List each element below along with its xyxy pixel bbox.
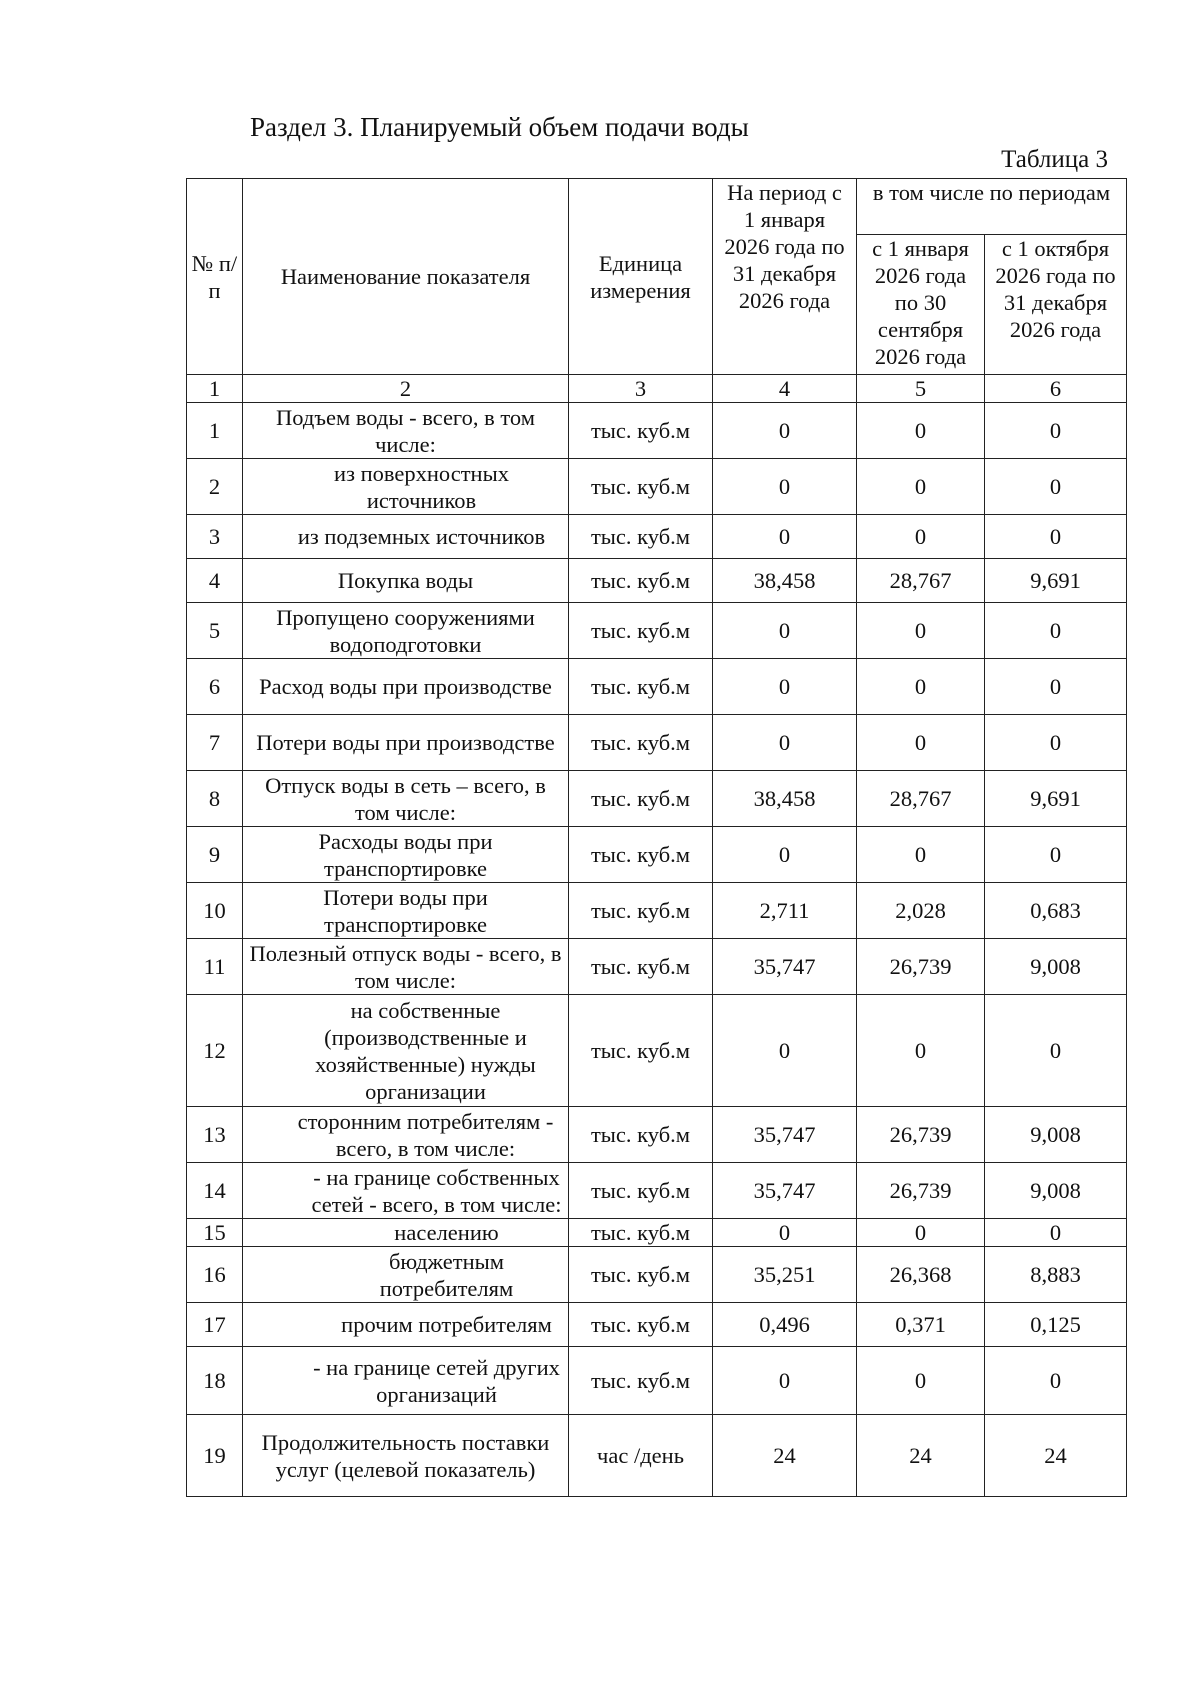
table-row [187, 883, 1127, 939]
row-name: Пропущено сооружениями водоподготовки [243, 603, 569, 659]
row-number: 8 [187, 771, 243, 827]
row-period1-value: 0 [857, 403, 985, 459]
row-total-value: 0 [713, 827, 857, 883]
row-period1-value: 0 [857, 603, 985, 659]
table-row [187, 995, 1127, 1107]
row-period2-value: 0 [985, 459, 1127, 515]
row-period1-value: 0 [857, 459, 985, 515]
row-number: 14 [187, 1163, 243, 1219]
row-period1-value: 24 [857, 1415, 985, 1497]
row-period1-value: 28,767 [857, 559, 985, 603]
table-row [187, 515, 1127, 559]
row-number: 1 [187, 403, 243, 459]
row-period1-value: 0 [857, 1347, 985, 1415]
row-name: Потери воды при транспортировке [243, 883, 569, 939]
row-unit: тыс. куб.м [569, 1303, 713, 1347]
row-name: Подъем воды - всего, в том числе: [243, 403, 569, 459]
table-row [187, 459, 1127, 515]
row-total-value: 0 [713, 1219, 857, 1247]
col-number: 2 [243, 375, 569, 403]
row-name: Отпуск воды в сеть – всего, в том числе: [243, 771, 569, 827]
row-unit: тыс. куб.м [569, 1107, 713, 1163]
row-number: 16 [187, 1247, 243, 1303]
row-number: 6 [187, 659, 243, 715]
row-period1-value: 0 [857, 715, 985, 771]
row-period2-value: 0 [985, 827, 1127, 883]
header-unit: Единица измерения [569, 179, 713, 375]
row-period1-value: 26,739 [857, 939, 985, 995]
table-row [187, 771, 1127, 827]
row-name: Покупка воды [243, 559, 569, 603]
table-row [187, 1219, 1127, 1247]
row-number: 7 [187, 715, 243, 771]
row-unit: тыс. куб.м [569, 1163, 713, 1219]
row-name: бюджетным потребителям [243, 1247, 569, 1303]
header-including: в том числе по периодам [857, 179, 1127, 235]
col-number: 1 [187, 375, 243, 403]
row-period2-value: 0,683 [985, 883, 1127, 939]
table-row [187, 559, 1127, 603]
row-number: 15 [187, 1219, 243, 1247]
row-period2-value: 9,008 [985, 939, 1127, 995]
row-number: 2 [187, 459, 243, 515]
header-num: № п/п [187, 179, 243, 375]
row-unit: тыс. куб.м [569, 771, 713, 827]
row-name: населению [243, 1219, 569, 1247]
header-row [187, 179, 1127, 235]
row-total-value: 24 [713, 1415, 857, 1497]
row-unit: тыс. куб.м [569, 883, 713, 939]
col-number: 4 [713, 375, 857, 403]
table-label: Таблица 3 [1001, 146, 1108, 173]
row-period1-value: 26,739 [857, 1163, 985, 1219]
row-name: Потери воды при производстве [243, 715, 569, 771]
header-period-2: с 1 октября 2026 года по 31 декабря 2026 года [985, 235, 1127, 375]
row-number: 13 [187, 1107, 243, 1163]
table-row [187, 1247, 1127, 1303]
row-unit: тыс. куб.м [569, 939, 713, 995]
table-row [187, 659, 1127, 715]
row-unit: тыс. куб.м [569, 659, 713, 715]
row-period2-value: 0 [985, 715, 1127, 771]
col-number: 5 [857, 375, 985, 403]
row-name: на собственные (производственные и хозяйственные) нужды организации [243, 995, 569, 1107]
row-number: 18 [187, 1347, 243, 1415]
row-name: Расход воды при производстве [243, 659, 569, 715]
row-name: из поверхностных источников [243, 459, 569, 515]
row-total-value: 38,458 [713, 771, 857, 827]
row-name: из подземных источников [243, 515, 569, 559]
row-total-value: 0 [713, 715, 857, 771]
table-row [187, 603, 1127, 659]
row-period2-value: 9,691 [985, 559, 1127, 603]
row-period2-value: 0,125 [985, 1303, 1127, 1347]
row-unit: тыс. куб.м [569, 1247, 713, 1303]
table-row [187, 1107, 1127, 1163]
section-title: Раздел 3. Планируемый объем подачи воды [250, 112, 749, 142]
row-unit: тыс. куб.м [569, 515, 713, 559]
row-total-value: 0 [713, 659, 857, 715]
col-number: 6 [985, 375, 1127, 403]
row-number: 9 [187, 827, 243, 883]
row-period2-value: 0 [985, 515, 1127, 559]
row-name: Расходы воды при транспортировке [243, 827, 569, 883]
col-number: 3 [569, 375, 713, 403]
row-total-value: 38,458 [713, 559, 857, 603]
row-unit: тыс. куб.м [569, 603, 713, 659]
row-number: 3 [187, 515, 243, 559]
row-unit: тыс. куб.м [569, 715, 713, 771]
row-period1-value: 26,368 [857, 1247, 985, 1303]
row-unit: тыс. куб.м [569, 1219, 713, 1247]
row-total-value: 2,711 [713, 883, 857, 939]
row-number: 5 [187, 603, 243, 659]
header-total-period: На период с 1 января 2026 года по 31 декабря 2026 года [713, 179, 857, 375]
row-name: Продолжительность поставки услуг (целевой показатель) [243, 1415, 569, 1497]
table-row [187, 403, 1127, 459]
row-period2-value: 0 [985, 659, 1127, 715]
row-total-value: 35,747 [713, 939, 857, 995]
row-period1-value: 0 [857, 1219, 985, 1247]
header-name: Наименование показателя [243, 179, 569, 375]
row-total-value: 35,747 [713, 1107, 857, 1163]
row-period1-value: 0 [857, 995, 985, 1107]
row-name: Полезный отпуск воды - всего, в том числе: [243, 939, 569, 995]
row-number: 19 [187, 1415, 243, 1497]
row-name: - на границе сетей других организаций [243, 1347, 569, 1415]
row-period1-value: 26,739 [857, 1107, 985, 1163]
row-unit: тыс. куб.м [569, 559, 713, 603]
row-total-value: 0 [713, 603, 857, 659]
row-number: 11 [187, 939, 243, 995]
row-unit: тыс. куб.м [569, 1347, 713, 1415]
row-total-value: 0 [713, 459, 857, 515]
table-row [187, 1415, 1127, 1497]
row-period2-value: 0 [985, 1219, 1127, 1247]
row-total-value: 35,251 [713, 1247, 857, 1303]
row-name: прочим потребителям [243, 1303, 569, 1347]
row-period1-value: 28,767 [857, 771, 985, 827]
row-unit: тыс. куб.м [569, 827, 713, 883]
row-unit: час /день [569, 1415, 713, 1497]
row-name: сторонним потребителям - всего, в том числе: [243, 1107, 569, 1163]
water-supply-table [186, 178, 1127, 1497]
row-period2-value: 8,883 [985, 1247, 1127, 1303]
row-period1-value: 0,371 [857, 1303, 985, 1347]
row-period1-value: 0 [857, 659, 985, 715]
row-total-value: 35,747 [713, 1163, 857, 1219]
row-unit: тыс. куб.м [569, 995, 713, 1107]
row-number: 12 [187, 995, 243, 1107]
row-period1-value: 0 [857, 515, 985, 559]
row-total-value: 0,496 [713, 1303, 857, 1347]
table-row [187, 1347, 1127, 1415]
row-unit: тыс. куб.м [569, 459, 713, 515]
table-row [187, 939, 1127, 995]
row-period2-value: 0 [985, 1347, 1127, 1415]
row-period2-value: 0 [985, 995, 1127, 1107]
row-number: 10 [187, 883, 243, 939]
row-total-value: 0 [713, 1347, 857, 1415]
row-period2-value: 24 [985, 1415, 1127, 1497]
row-total-value: 0 [713, 995, 857, 1107]
table-row [187, 827, 1127, 883]
row-total-value: 0 [713, 403, 857, 459]
row-total-value: 0 [713, 515, 857, 559]
row-period2-value: 0 [985, 403, 1127, 459]
row-name: - на границе собственных сетей - всего, в том числе: [243, 1163, 569, 1219]
table-row [187, 1303, 1127, 1347]
row-period2-value: 0 [985, 603, 1127, 659]
row-period2-value: 9,008 [985, 1163, 1127, 1219]
row-number: 17 [187, 1303, 243, 1347]
row-period2-value: 9,008 [985, 1107, 1127, 1163]
row-period1-value: 2,028 [857, 883, 985, 939]
row-period1-value: 0 [857, 827, 985, 883]
table-row [187, 715, 1127, 771]
row-number: 4 [187, 559, 243, 603]
column-numbers-row [187, 375, 1127, 403]
table-row [187, 1163, 1127, 1219]
row-period2-value: 9,691 [985, 771, 1127, 827]
row-unit: тыс. куб.м [569, 403, 713, 459]
header-period-1: с 1 января 2026 года по 30 сентября 2026 года [857, 235, 985, 375]
